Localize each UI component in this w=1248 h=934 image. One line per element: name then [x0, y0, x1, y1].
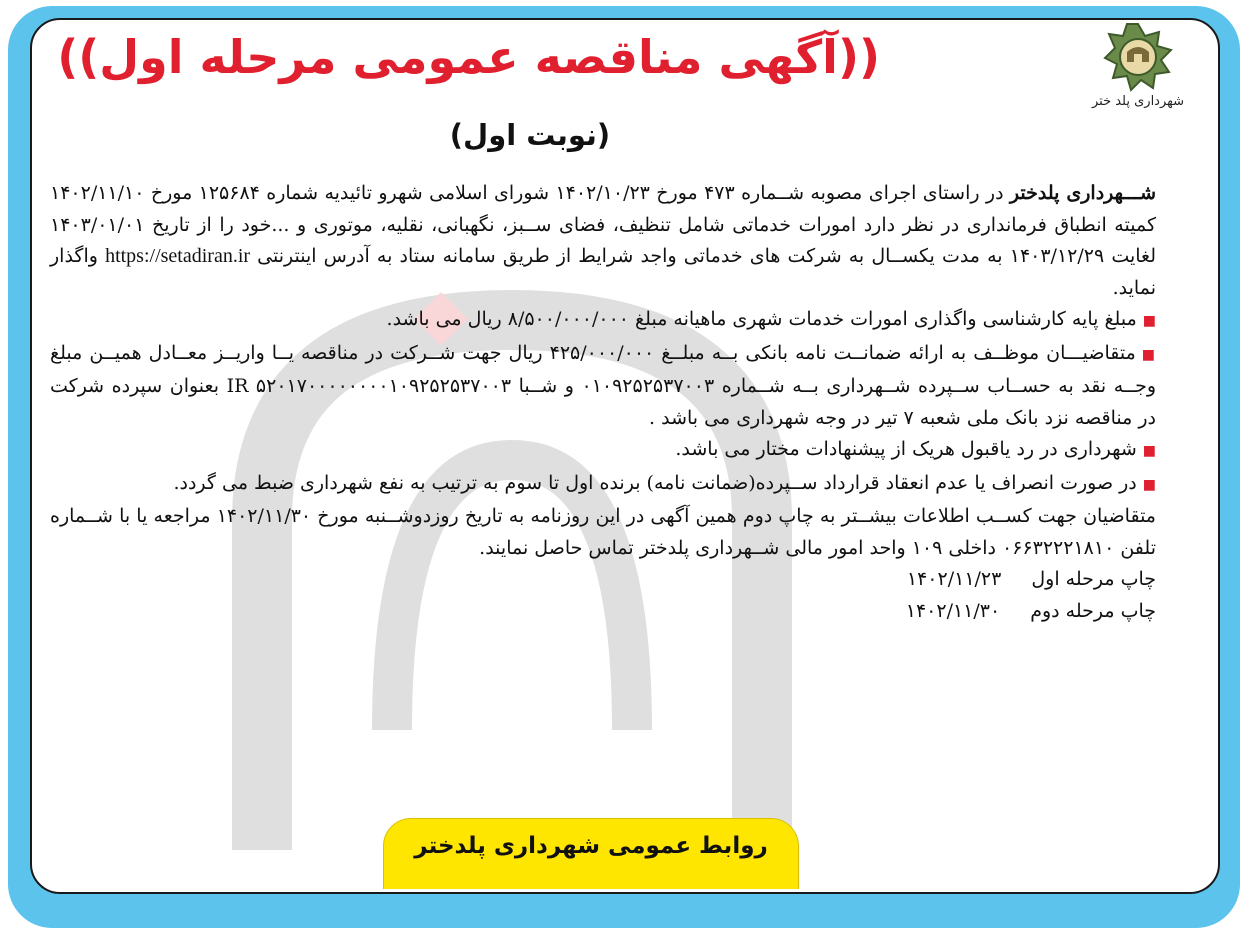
print-date-second: چاپ مرحله دوم۱۴۰۲/۱۱/۳۰ — [905, 599, 1156, 622]
setadiran-link[interactable]: https://setadiran.ir — [105, 245, 251, 267]
intro-tail: واگذار نماید. — [50, 245, 1156, 299]
closing-paragraph: متقاضیان جهت کســب اطلاعات بیشــتر به چاپ دوم همین آگهی در این روزنامه به تاریخ روزدوشــنبه مورخ ۱۴۰۲/۱۱/۳۰ مراجعه یا با شــماره تلفن ۰۶۶۳۲۲۲۱۸۱۰ داخلی ۱۰۹ واحد امور مالی شــهرداری پلدختر تماس حاصل نمایند. — [50, 505, 1156, 559]
intro-text: در راستای اجرای مصوبه شــماره ۴۷۳ مورخ ۱۴۰۲/۱۰/۲۳ شورای اسلامی شهرو تائیدیه شماره ۱۲۵۶۸۴ مورخ ۱۴۰۲/۱۱/۱۰ کمیته انطباق فرمانداری در نظر دارد امورات خدماتی شامل تنظیف، فضای ســبز، نگهبانی، نقلیه، موتوری و ...خود را از تاریخ ۱۴۰۳/۰۱/۰۱ لغایت ۱۴۰۳/۱۲/۲۹ به مدت یکســال به شرکت های خدماتی واجد شرایط از طریق سامانه ستاد به آدرس اینترنتی — [50, 182, 1157, 267]
footer-banner — [383, 818, 799, 889]
notice-subtitle: (نوبت اول) — [449, 118, 611, 152]
bullet-item: ■متقاضیـــان موظــف به ارائه ضمانــت نامه بانکی بــه مبلــغ ۴۲۵/۰۰۰/۰۰۰ ریال جهت شــرکت در مناقصه یــا واریــز معــادل همیــن مبلغ وجــه نقد به حســاب ســپرده شــهرداری بــه شــماره ۰۱۰۹۲۵۲۵۳۷۰۰۳ و شــبا IR ۵۲۰۱۷۰۰۰۰۰۰۰۰۱۰۹۲۵۲۵۳۷۰۰۳ بعنوان سپرده شرکت در مناقصه نزد بانک ملی شعبه ۷ تیر در وجه شهرداری می باشد . — [50, 341, 1157, 429]
notice-body — [50, 178, 1156, 627]
bullet-square-icon: ■ — [1142, 313, 1156, 329]
print-date-first: چاپ مرحله اول۱۴۰۲/۱۱/۲۳ — [906, 568, 1156, 590]
bullet-item: ■شهرداری در رد یاقبول هریک از پیشنهادات مختار می باشد. — [675, 438, 1156, 460]
municipality-emblem-icon — [1103, 22, 1173, 92]
bullet-square-icon: ■ — [1142, 443, 1156, 459]
municipality-logo — [1078, 22, 1198, 109]
intro-lead: شـــهرداری پلدختر — [1009, 182, 1157, 204]
intro-paragraph — [50, 178, 1156, 304]
bullet-square-icon: ■ — [1141, 346, 1156, 363]
bullet-square-icon: ■ — [1142, 476, 1156, 493]
logo-caption: شهرداری پلد ختر — [1091, 94, 1185, 109]
bullet-item: ■در صورت انصراف یا عدم انعقاد قرارداد ســپرده(ضمانت نامه) برنده اول تا سوم به ترتیب به نفع شهرداری ضبط می گردد. — [173, 471, 1156, 494]
footer-label: روابط عمومی شهرداری پلدختر — [414, 833, 768, 859]
bullet-item: ■مبلغ پایه کارشناسی واگذاری امورات خدمات شهری ماهیانه مبلغ ۸/۵۰۰/۰۰۰/۰۰۰ ریال می باشد. — [386, 308, 1156, 330]
notice-title: ((آگهی مناقصه عمومی مرحله اول)) — [57, 30, 880, 84]
